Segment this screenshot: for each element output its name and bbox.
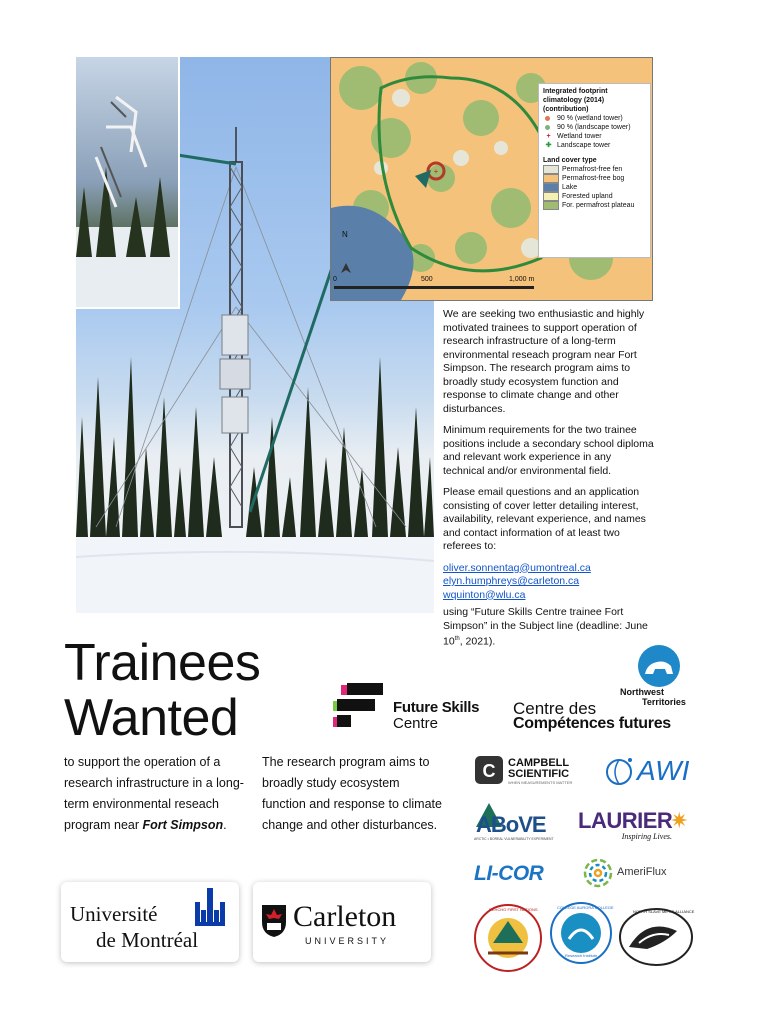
udem-emblem-icon	[191, 888, 231, 932]
swatch	[543, 174, 559, 183]
svg-text:C: C	[482, 761, 496, 781]
nwt-line-2: Territories	[642, 697, 686, 707]
udem-logo	[61, 882, 239, 962]
fsc-fr-2: Compétences futures	[513, 715, 671, 732]
awi-logo	[605, 753, 695, 789]
sensor-closeup-inset	[76, 57, 180, 309]
nwt-line-1: Northwest	[620, 687, 665, 697]
legend-item: 90 % (wetland tower)	[543, 114, 646, 123]
polar-bear-icon	[637, 644, 681, 688]
email-link[interactable]: elyn.humphreys@carleton.ca	[443, 575, 580, 587]
maple-leaf-icon: ✷	[670, 808, 689, 833]
campbell-line-1: CAMPBELL	[508, 757, 570, 769]
map-scale-labels	[333, 276, 543, 296]
aurora-sub: Research Institute	[565, 953, 598, 958]
campbell-tagline: WHEN MEASUREMENTS MATTER	[508, 780, 573, 785]
carleton-name: Carleton	[293, 900, 397, 933]
laurier-logo	[578, 808, 698, 842]
description-paragraph: Please email questions and an application consisting of cover letter detailing interest, availability, relevant experience, and names and contact information of at least two referees to:	[443, 486, 646, 552]
ameriflux-mark-icon	[581, 856, 615, 890]
sensor-illustration	[76, 57, 178, 307]
dehcho-logo	[473, 903, 543, 973]
title-line: Trainees	[64, 634, 261, 692]
subject-instructions: using “Future Skills Centre trainee Fort Simpson” in the Subject line (deadline: June 10th, 2021).	[443, 606, 648, 648]
description-paragraph: Minimum requirements for the two trainee positions include a secondary school diploma and relevant work experience in any technical and/or environmental field.	[443, 424, 654, 477]
plus-icon: +	[546, 133, 551, 140]
above-tagline: ARCTIC • BOREAL VULNERABILITY EXPERIMENT	[474, 837, 554, 841]
land-cover-item: Permafrost-free fen	[543, 165, 646, 174]
licor-logo	[474, 862, 574, 888]
campbell-logo	[474, 755, 592, 787]
land-cover-item: Forested upland	[543, 192, 646, 201]
job-description	[443, 308, 655, 657]
land-cover-title: Land cover type	[543, 157, 597, 164]
land-cover-item: Permafrost-free bog	[543, 174, 646, 183]
awi-text: AWI	[637, 755, 690, 786]
scale-label: 1,000 m	[509, 276, 535, 283]
awi-globe-icon	[605, 755, 635, 787]
legend-item: ✚ Landscape tower	[543, 141, 646, 150]
title-line: Wanted	[64, 689, 239, 747]
page-title	[64, 636, 260, 746]
fsc-fr-1: Centre des	[513, 699, 597, 718]
north-label: N	[342, 230, 348, 239]
summary-column-1: to support the operation of a research infrastructure in a long-term environmental reseach program near Fort Simpson.	[64, 755, 244, 832]
legend-item: 90 % (landscape tower)	[543, 123, 646, 132]
legend-title: Integrated footprint climatology (2014) (contribution)	[543, 88, 608, 113]
ameriflux-logo	[581, 856, 691, 892]
licor-text: LI-COR	[474, 862, 544, 885]
dot-icon	[545, 116, 550, 121]
fsc-en-1: Future Skills	[393, 699, 480, 716]
land-cover-item: Lake	[543, 183, 646, 192]
dot-icon	[545, 125, 550, 130]
swatch	[543, 192, 559, 201]
carleton-logo	[253, 882, 431, 962]
campbell-line-2: SCIENTIFIC	[508, 768, 570, 780]
above-logo	[474, 803, 566, 843]
email-link[interactable]: oliver.sonnentag@umontreal.ca	[443, 561, 591, 574]
carleton-shield-icon	[261, 904, 287, 938]
land-cover-item: For. permafrost plateau	[543, 201, 646, 210]
fsc-en-2: Centre	[393, 715, 439, 732]
udem-line-2: de Montréal	[96, 928, 199, 952]
email-link[interactable]: wquinton@wlu.ca	[443, 588, 526, 601]
plus-icon: ✚	[545, 142, 552, 149]
nsma-text: NORTH SLAVE METIS ALLIANCE	[633, 909, 695, 914]
carleton-sub: UNIVERSITY	[305, 936, 390, 946]
nwt-logo	[615, 640, 695, 710]
fsc-mark-icon	[333, 683, 385, 729]
location-name: Fort Simpson	[142, 818, 224, 832]
dehcho-seal-icon	[473, 903, 543, 973]
nsma-logo	[617, 903, 695, 967]
email-list	[443, 562, 655, 603]
above-text: ABoVE	[476, 812, 546, 837]
campbell-mark-icon	[474, 755, 504, 785]
scale-label: 0	[333, 276, 337, 283]
summary-column-2: The research program aims to broadly study ecosystem function and response to climate change and other disturbances.	[262, 755, 442, 832]
aurora-logo	[549, 901, 613, 973]
ameriflux-text: AmeriFlux	[617, 866, 667, 878]
laurier-text: LAURIER	[578, 808, 673, 833]
scale-label: 500	[421, 276, 433, 283]
laurier-tagline: Inspiring Lives.	[621, 832, 672, 841]
aurora-text: COLLEGE AURORA COLLEGE	[557, 905, 614, 910]
description-paragraph: We are seeking two enthusiastic and highly motivated trainees to support operation of research infrastructure of a long-term environmental reseach program near Fort Simpson. The research program aims to broadly study ecosystem function and response to climate change and other disturbances.	[443, 308, 645, 415]
swatch	[543, 165, 559, 174]
map-legend	[538, 83, 651, 258]
svg-text:+: +	[433, 167, 439, 176]
dehcho-text: DEHCHO FIRST NATIONS	[489, 907, 538, 912]
legend-item: + Wetland tower	[543, 132, 646, 141]
swatch	[543, 201, 559, 210]
swatch	[543, 183, 559, 192]
udem-line-1: Université	[70, 902, 158, 926]
